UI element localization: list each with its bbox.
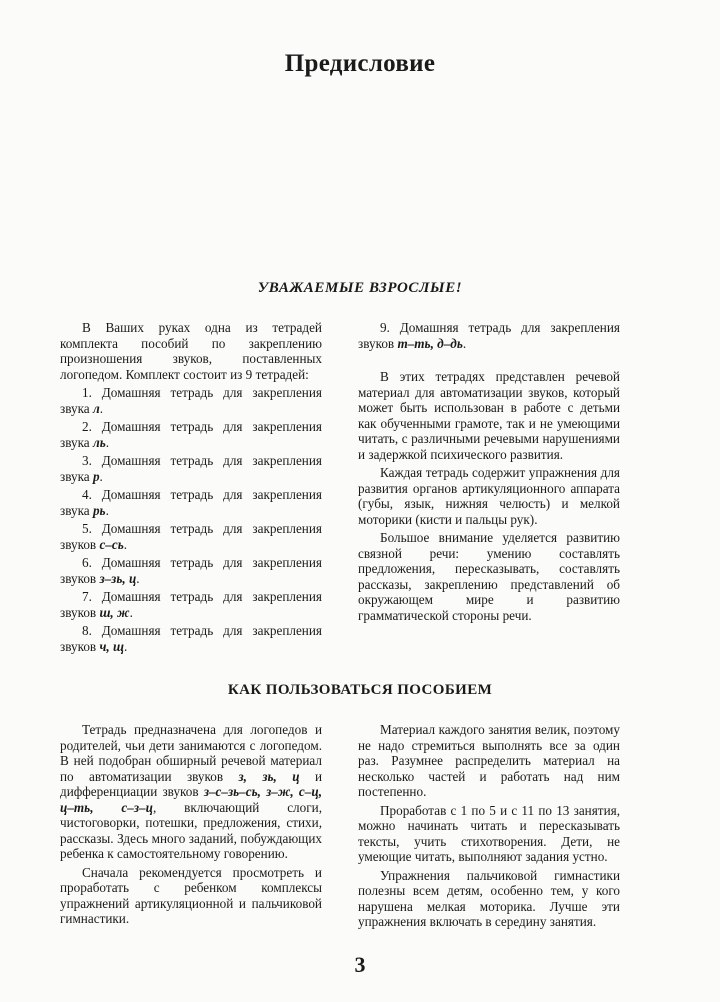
page-title: Предисловие [284,50,436,77]
section2-right-column [358,722,620,933]
paragraph: Большое внимание уделяется развитию связной речи: умению составлять предложения, пересказывать, составлять рассказы, закреплению представлений об окружающем мире и развитию грамматической стороны речи. [358,530,620,623]
sound-group: з–с–зь–сь, з–ж, с–ц, ц–ть, с–з–ц [60,784,322,815]
item-text: 2. Домашняя тетрадь для закрепления [82,419,322,434]
paragraph: В этих тетрадях представлен речевой материал для автоматизации звуков, который может быть использован в работе с детьми как обученными грамоте, так и не умеющими читать, с различными речевыми нарушениями и задержкой психического развития. [358,369,620,462]
list-item [60,419,322,435]
list-item [60,453,322,469]
list-item [358,320,620,336]
item-prefix: звука [60,434,90,450]
list-item [60,521,322,537]
item-sound: р [92,468,100,484]
list-item [60,589,322,605]
paragraph: Тетрадь предназначена для логопедов и родителей, чьи дети занимаются с логопедом. В ней подобран обширный речевой материал по автоматизации звуков з, зь, ц и дифференциации звуков з–с–зь–сь, з–ж, с–ц, ц–ть, с–з–ц, включающий слоги, чистоговорки, потешки, предложения, стихи, рассказы. Здесь много заданий, побуждающих ребенка к самостоятельному говорению. [60,722,323,861]
item-prefix: звуков [60,536,97,552]
item-prefix: звука [60,468,90,484]
item-prefix: звуков [60,604,97,620]
list-item-cont: звуков ч, щ. [60,638,128,654]
section1-right-column [358,320,620,626]
item-sound: с–сь [99,536,124,552]
item-sound: рь [92,502,106,518]
list-item [60,487,322,503]
list-item [60,555,322,571]
page-number: 3 [354,952,366,977]
paragraph: Материал каждого занятия велик, поэтому не надо стремиться выполнять все за один раз. Разумнее распределить материал на несколько частей и работать над ним постепенно. [358,722,620,799]
sound-group: з, зь, ц [238,768,300,784]
list-item-cont: звуков ш, ж. [60,604,133,620]
paragraph: Сначала рекомендуется просмотреть и проработать с ребенком комплексы упражнений артикуляционной и пальчиковой гимнастики. [60,864,322,926]
item-text: 1. Домашняя тетрадь для закрепления [82,385,322,400]
section1-left-column [60,320,322,657]
item-text: 5. Домашняя тетрадь для закрепления [82,521,322,536]
item-text: 3. Домашняя тетрадь для закрепления [82,453,322,468]
intro-paragraph [60,320,322,382]
intro-text: В Ваших руках одна из тетрадей комплекта пособий по закреплению произношения звуков, поставленных логопедом. [60,320,322,382]
list-item-cont: звуков з–зь, ц. [60,570,140,586]
item-prefix: звука [60,502,90,518]
item-prefix: звуков [60,570,97,586]
item-sound: ч, щ [99,638,124,654]
item-text: 8. Домашняя тетрадь для закрепления [82,623,322,638]
list-item-cont: звука рь. [60,502,109,518]
list-item-cont: звука р. [60,468,103,484]
item-sound: ш, ж [99,604,130,620]
item-text: 4. Домашняя тетрадь для закрепления [82,487,322,502]
list-item-cont: звуков т–ть, д–дь. [358,335,467,351]
kit-line: Комплект состоит из 9 тетрадей: [125,366,309,382]
list-item [60,623,322,639]
list-item [60,385,322,401]
item-sound: т–ть, д–дь [397,335,463,351]
paragraph: Упражнения пальчиковой гимнастики полезны всем детям, особенно тем, у кого нарушена мелкая моторика. Лучше эти упражнения включать в середину занятия. [358,867,620,929]
item-text: 9. Домашняя тетрадь для закрепления [380,320,620,335]
item-sound: л [92,400,100,416]
item-prefix: звуков [60,638,97,654]
item-sound: ль [92,434,106,450]
list-item-cont: звуков с–сь. [60,536,128,552]
paragraph: Проработав с 1 по 5 и с 11 по 13 занятия, можно начинать читать и пересказывать тексты, учить стихотворения. Дети, не умеющие читать, выполняют задания устно. [358,802,620,864]
item-prefix: звуков [358,335,395,351]
item-text: 7. Домашняя тетрадь для закрепления [82,589,322,604]
section-heading-adults: УВАЖАЕМЫЕ ВЗРОСЛЫЕ! [257,280,463,296]
list-item-cont: звука ль. [60,434,110,450]
list-item-cont: звука л. [60,400,104,416]
item-prefix: звука [60,400,90,416]
item-sound: з–зь, ц [99,570,137,586]
paragraph: Каждая тетрадь содержит упражнения для развития органов артикуляционного аппарата (губы, язык, нижняя челюсть) и мелкой моторики (кисти и пальцы рук). [358,465,620,527]
section-heading-how-to-use: КАК ПОЛЬЗОВАТЬСЯ ПОСОБИЕМ [227,682,493,698]
item-text: 6. Домашняя тетрадь для закрепления [82,555,322,570]
section2-left-column [60,722,322,930]
